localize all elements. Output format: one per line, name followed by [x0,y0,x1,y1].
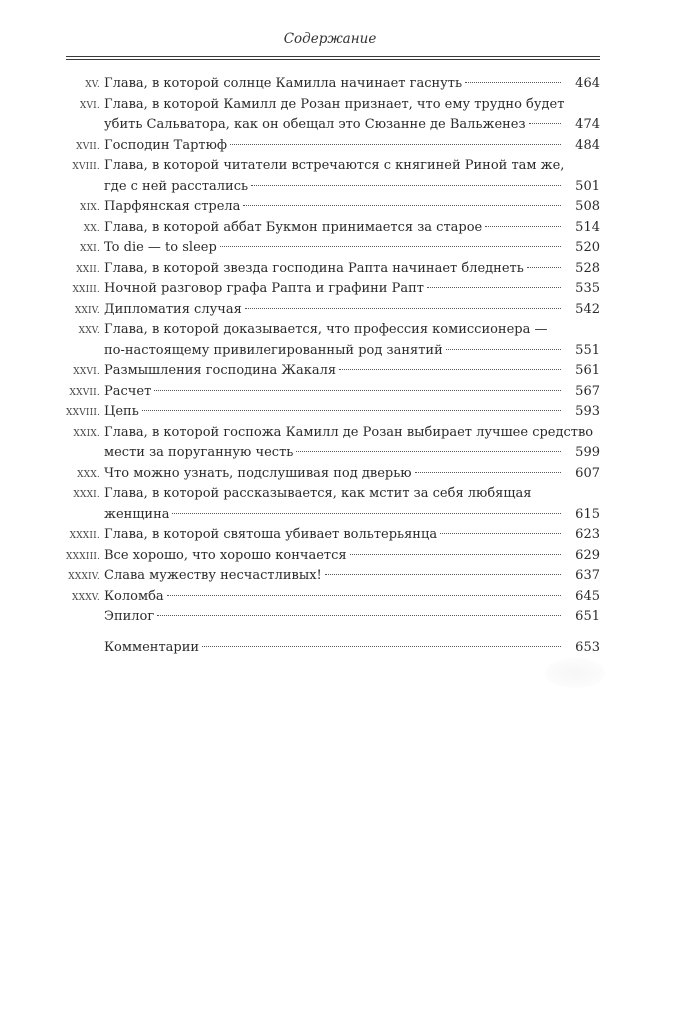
toc-line [66,341,600,362]
toc-line [66,361,600,382]
page-number: 607 [575,465,600,481]
toc-line [66,566,600,587]
toc-line [66,546,600,567]
chapter-number: XVI. [79,100,100,111]
page-number: 528 [575,260,600,276]
toc-entry [66,566,600,587]
toc-entry [66,607,600,628]
toc-line [66,587,600,608]
toc-entry [66,320,600,361]
toc-entry [66,484,600,525]
toc-line [66,156,600,177]
dot-leader [350,554,561,555]
dot-leader [202,646,561,647]
dot-leader [339,369,561,370]
toc-entry [66,279,600,300]
toc-entry [66,74,600,95]
toc-entry [66,218,600,239]
chapter-number: XXXV. [71,592,100,603]
chapter-title: Глава, в которой Камилл де Розан признает, что ему трудно будет [104,96,565,112]
page-number: 629 [575,547,600,563]
page-title: Содержание [283,31,377,47]
page-number: 535 [575,281,600,296]
chapter-title: Комментарии [104,639,200,655]
dot-leader [243,205,561,206]
toc-line [66,74,600,95]
chapter-number: XXIII. [72,285,100,295]
chapter-number: XX. [83,223,100,234]
dot-leader [440,533,561,534]
page-number: 464 [575,76,600,91]
toc-entry [66,587,600,608]
dot-leader [172,513,561,514]
toc-entry [66,402,600,423]
dot-leader [427,287,561,288]
toc-line [66,423,600,444]
toc-entry [66,464,600,485]
dot-leader [251,185,561,186]
page-number: 501 [575,178,600,194]
toc-line [66,115,600,136]
dot-leader [230,144,561,145]
chapter-title: убить Сальватора, как он обещал это Сюзанне де Вальженез [104,117,526,132]
chapter-number: XVII. [76,141,100,152]
dot-leader [296,451,561,452]
page-number: 567 [575,383,600,399]
toc-entry [66,95,600,136]
dot-leader [485,226,561,227]
toc-entry [66,546,600,567]
chapter-title: Глава, в которой доказывается, что профессия комиссионера — [104,322,548,337]
chapter-number: XVIII. [72,162,100,172]
dot-leader [142,410,561,411]
toc-line [66,382,600,403]
page-number: 508 [575,199,600,214]
dot-leader [157,615,561,616]
toc-entry [66,197,600,218]
toc-entry [66,382,600,403]
chapter-number: XV. [85,80,100,90]
dot-leader [167,595,561,596]
chapter-title: Парфянская стрела [104,199,241,214]
dot-leader [325,574,561,575]
table-of-contents [66,74,600,658]
page-number: 623 [575,527,600,542]
toc-entry [66,156,600,197]
chapter-number: XXI. [79,244,100,254]
toc-entry [66,361,600,382]
chapter-title: Цепь [104,404,139,419]
toc-entry [66,525,600,546]
dot-leader [415,472,561,473]
chapter-title: мести за поруганную честь [104,445,294,460]
chapter-title: женщина [104,506,170,522]
toc-line [66,607,600,628]
chapter-number: XXXIV. [68,572,100,582]
chapter-title: Господин Тартюф [104,137,228,153]
chapter-number: XXIX. [73,428,100,439]
chapter-number: XXX. [77,469,100,480]
toc-line [66,218,600,239]
chapter-title: Расчет [104,383,152,399]
toc-line [66,177,600,198]
dot-leader [220,246,561,247]
page-number: 561 [575,363,600,378]
chapter-title: Глава, в которой аббат Букмон принимается за старое [104,219,483,235]
toc-entry-commentary [66,638,600,659]
page-number: 645 [575,588,600,604]
page-number: 520 [575,240,600,255]
chapter-title: Слава мужеству несчастливых! [104,568,322,583]
chapter-title: Глава, в которой читатели встречаются с княгиней Риной там же, [104,158,565,173]
page-number: 474 [575,117,600,132]
chapter-number: XXV. [78,326,100,336]
page-number: 599 [575,445,600,460]
toc-line [66,505,600,526]
chapter-number: XXXI. [73,490,100,500]
dot-leader [527,267,561,268]
toc-line [66,238,600,259]
header-rule-top [66,56,600,57]
chapter-title: Все хорошо, что хорошо кончается [104,547,347,563]
chapter-number: XXVII. [69,387,100,398]
chapter-title: Ночной разговор графа Рапта и графини Рапт [104,281,424,296]
page-number: 651 [575,609,600,624]
spacer [66,628,600,638]
toc-line [66,402,600,423]
toc-entry [66,423,600,464]
toc-line [66,95,600,116]
toc-line [66,279,600,300]
toc-line [66,638,600,659]
dot-leader [446,349,561,350]
toc-line [66,484,600,505]
dot-leader [465,82,561,83]
chapter-number: XXVI. [73,367,100,377]
chapter-title: Эпилог [104,609,155,624]
chapter-title: Размышления господина Жакаля [104,363,337,378]
chapter-title: Глава, в которой звезда господина Рапта начинает бледнеть [104,260,524,276]
toc-entry [66,238,600,259]
toc-entry [66,136,600,157]
chapter-title: To die — to sleep [104,240,217,255]
chapter-number: XXII. [76,264,100,275]
dot-leader [529,123,561,124]
toc-line [66,443,600,464]
paper-smudge [545,658,605,688]
page-number: 551 [575,342,600,358]
chapter-title: Дипломатия случая [104,301,242,317]
chapter-number: XXXIII. [66,551,101,562]
chapter-title: Что можно узнать, подслушивая под дверью [104,465,412,481]
header-rule-bottom [66,59,600,60]
toc-line [66,197,600,218]
dot-leader [154,390,561,391]
chapter-number: XXVIII. [66,408,101,418]
toc-line [66,320,600,341]
chapter-number: XXIV. [74,305,100,316]
page-number: 514 [575,219,600,235]
page-number: 593 [575,404,600,419]
page-number: 615 [575,506,600,522]
chapter-title: Глава, в которой солнце Камилла начинает гаснуть [104,76,463,91]
chapter-title: Глава, в которой святоша убивает вольтерьянца [104,527,438,542]
toc-line [66,300,600,321]
chapter-number: XXXII. [69,531,100,541]
page-number: 484 [575,137,600,153]
page-number: 542 [575,301,600,317]
toc-entry [66,300,600,321]
toc-line [66,259,600,280]
chapter-title: Глава, в которой госпожа Камилл де Розан выбирает лучшее средство [104,424,594,440]
toc-line [66,464,600,485]
chapter-title: по-настоящему привилегированный род занятий [104,342,443,358]
page-number: 637 [575,568,600,583]
toc-line [66,136,600,157]
dot-leader [245,308,561,309]
chapter-title: где с ней расстались [104,178,249,194]
chapter-title: Глава, в которой рассказывается, как мстит за себя любящая [104,486,532,501]
chapter-number: XIX. [79,203,100,213]
chapter-title: Коломба [104,588,164,604]
toc-line [66,525,600,546]
page-number: 653 [575,639,600,655]
toc-entry [66,259,600,280]
